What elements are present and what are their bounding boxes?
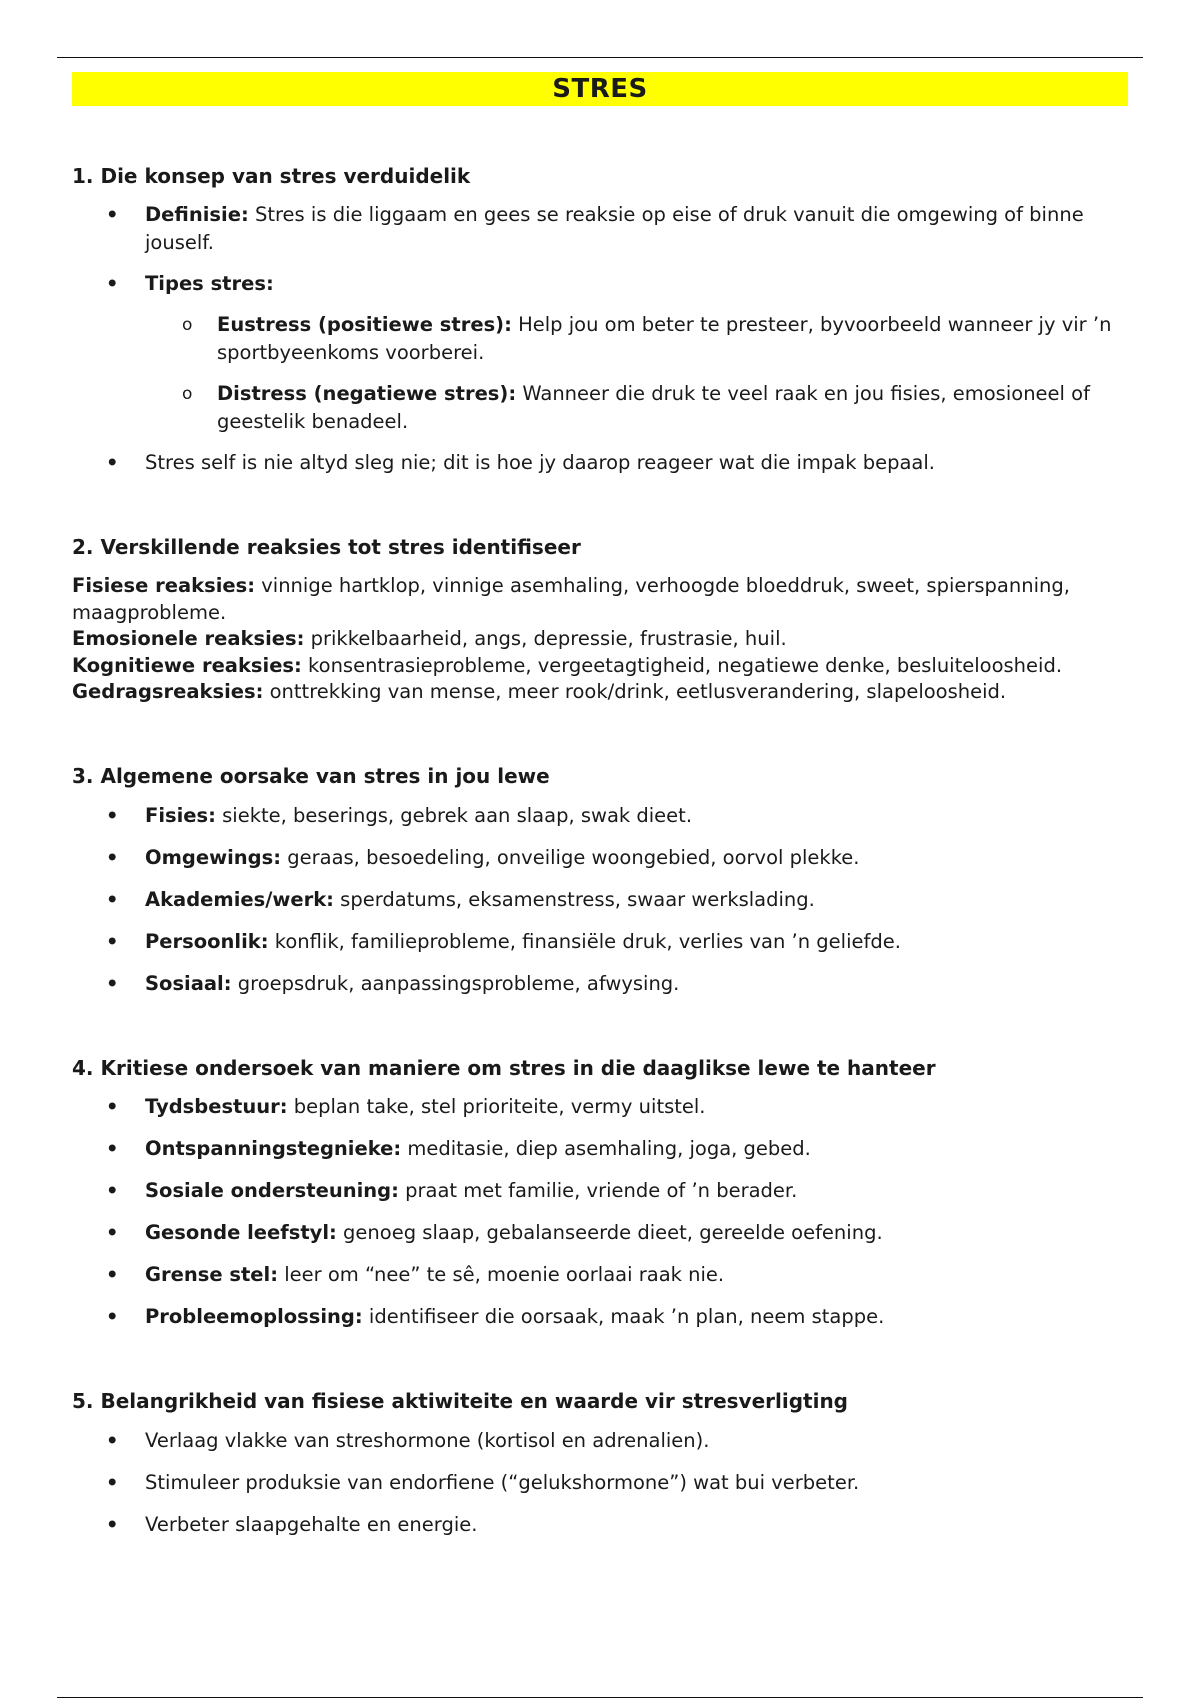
list-item: • Akademies/werk: sperdatums, eksamenstress, swaar werkslading. <box>72 886 1128 914</box>
section-2-heading: 2. Verskillende reaksies tot stres identifiseer <box>72 535 581 559</box>
section-5-heading: 5. Belangrikheid van fisiese aktiwiteite en waarde vir stresverligting <box>72 1388 848 1413</box>
list-item: • Gesonde leefstyl: genoeg slaap, gebalanseerde dieet, gereelde oefening. <box>72 1219 1128 1247</box>
reaction-line: Emosionele reaksies: prikkelbaarheid, angs, depressie, frustrasie, huil. <box>72 627 787 650</box>
list-item: • Definisie: Stres is die liggaam en gees se reaksie op eise of druk vanuit die omgewing of binne jouself. <box>72 201 1128 257</box>
section-1-list <box>72 201 1128 477</box>
list-item: • Sosiaal: groepsdruk, aanpassingsprobleme, afwysing. <box>72 970 1128 998</box>
sub-list-item: o Distress (negatiewe stres): Wanneer die druk te veel raak en jou fisies, emosioneel of geestelik benadeel. <box>72 380 1128 436</box>
section-4-heading: 4. Kritiese ondersoek van maniere om stres in die daaglikse lewe te hanteer <box>72 1055 936 1080</box>
list-item: • Persoonlik: konflik, familieprobleme, finansiële druk, verlies van ’n geliefde. <box>72 928 1128 956</box>
section-3-list <box>72 802 1128 998</box>
top-rule <box>57 57 1143 58</box>
list-item: • Tydsbestuur: beplan take, stel prioriteite, vermy uitstel. <box>72 1093 1128 1121</box>
bottom-rule <box>57 1697 1143 1698</box>
section-4-list <box>72 1093 1128 1331</box>
list-item: • Probleemoplossing: identifiseer die oorsaak, maak ’n plan, neem stappe. <box>72 1303 1128 1331</box>
section-3-heading: 3. Algemene oorsake van stres in jou lewe <box>72 763 550 788</box>
list-item: • Verbeter slaapgehalte en energie. <box>72 1511 1128 1539</box>
list-item: • Ontspanningstegnieke: meditasie, diep asemhaling, joga, gebed. <box>72 1135 1128 1163</box>
reaction-line: Fisiese reaksies: vinnige hartklop, vinnige asemhaling, verhoogde bloeddruk, sweet, spierspanning, maagprobleme. <box>72 574 1070 624</box>
section-2-body <box>72 573 1128 706</box>
page-title: STRES <box>72 72 1128 106</box>
document-page <box>72 72 1128 1539</box>
reaction-line: Gedragsreaksies: onttrekking van mense, meer rook/drink, eetlusverandering, slapeloosheid. <box>72 680 1007 703</box>
sub-list-item: o Eustress (positiewe stres): Help jou om beter te presteer, byvoorbeeld wanneer jy vir ’n sportbyeenkoms voorberei. <box>72 311 1128 367</box>
list-item: • Sosiale ondersteuning: praat met familie, vriende of ’n berader. <box>72 1177 1128 1205</box>
list-item: • Omgewings: geraas, besoedeling, onveilige woongebied, oorvol plekke. <box>72 844 1128 872</box>
list-item: • Tipes stres: <box>72 270 1128 298</box>
reaction-line: Kognitiewe reaksies: konsentrasieprobleme, vergeetagtigheid, negatiewe denke, besluiteloosheid. <box>72 653 1063 677</box>
section-1-heading: 1. Die konsep van stres verduidelik <box>72 164 471 188</box>
section-5-list <box>72 1427 1128 1539</box>
list-item: • Stres self is nie altyd sleg nie; dit is hoe jy daarop reageer wat die impak bepaal. <box>72 449 1128 477</box>
list-item: • Stimuleer produksie van endorfiene (“gelukshormone”) wat bui verbeter. <box>72 1469 1128 1497</box>
list-item: • Verlaag vlakke van streshormone (kortisol en adrenalien). <box>72 1427 1128 1455</box>
list-item: • Fisies: siekte, beserings, gebrek aan slaap, swak dieet. <box>72 802 1128 830</box>
list-item: • Grense stel: leer om “nee” te sê, moenie oorlaai raak nie. <box>72 1261 1128 1289</box>
